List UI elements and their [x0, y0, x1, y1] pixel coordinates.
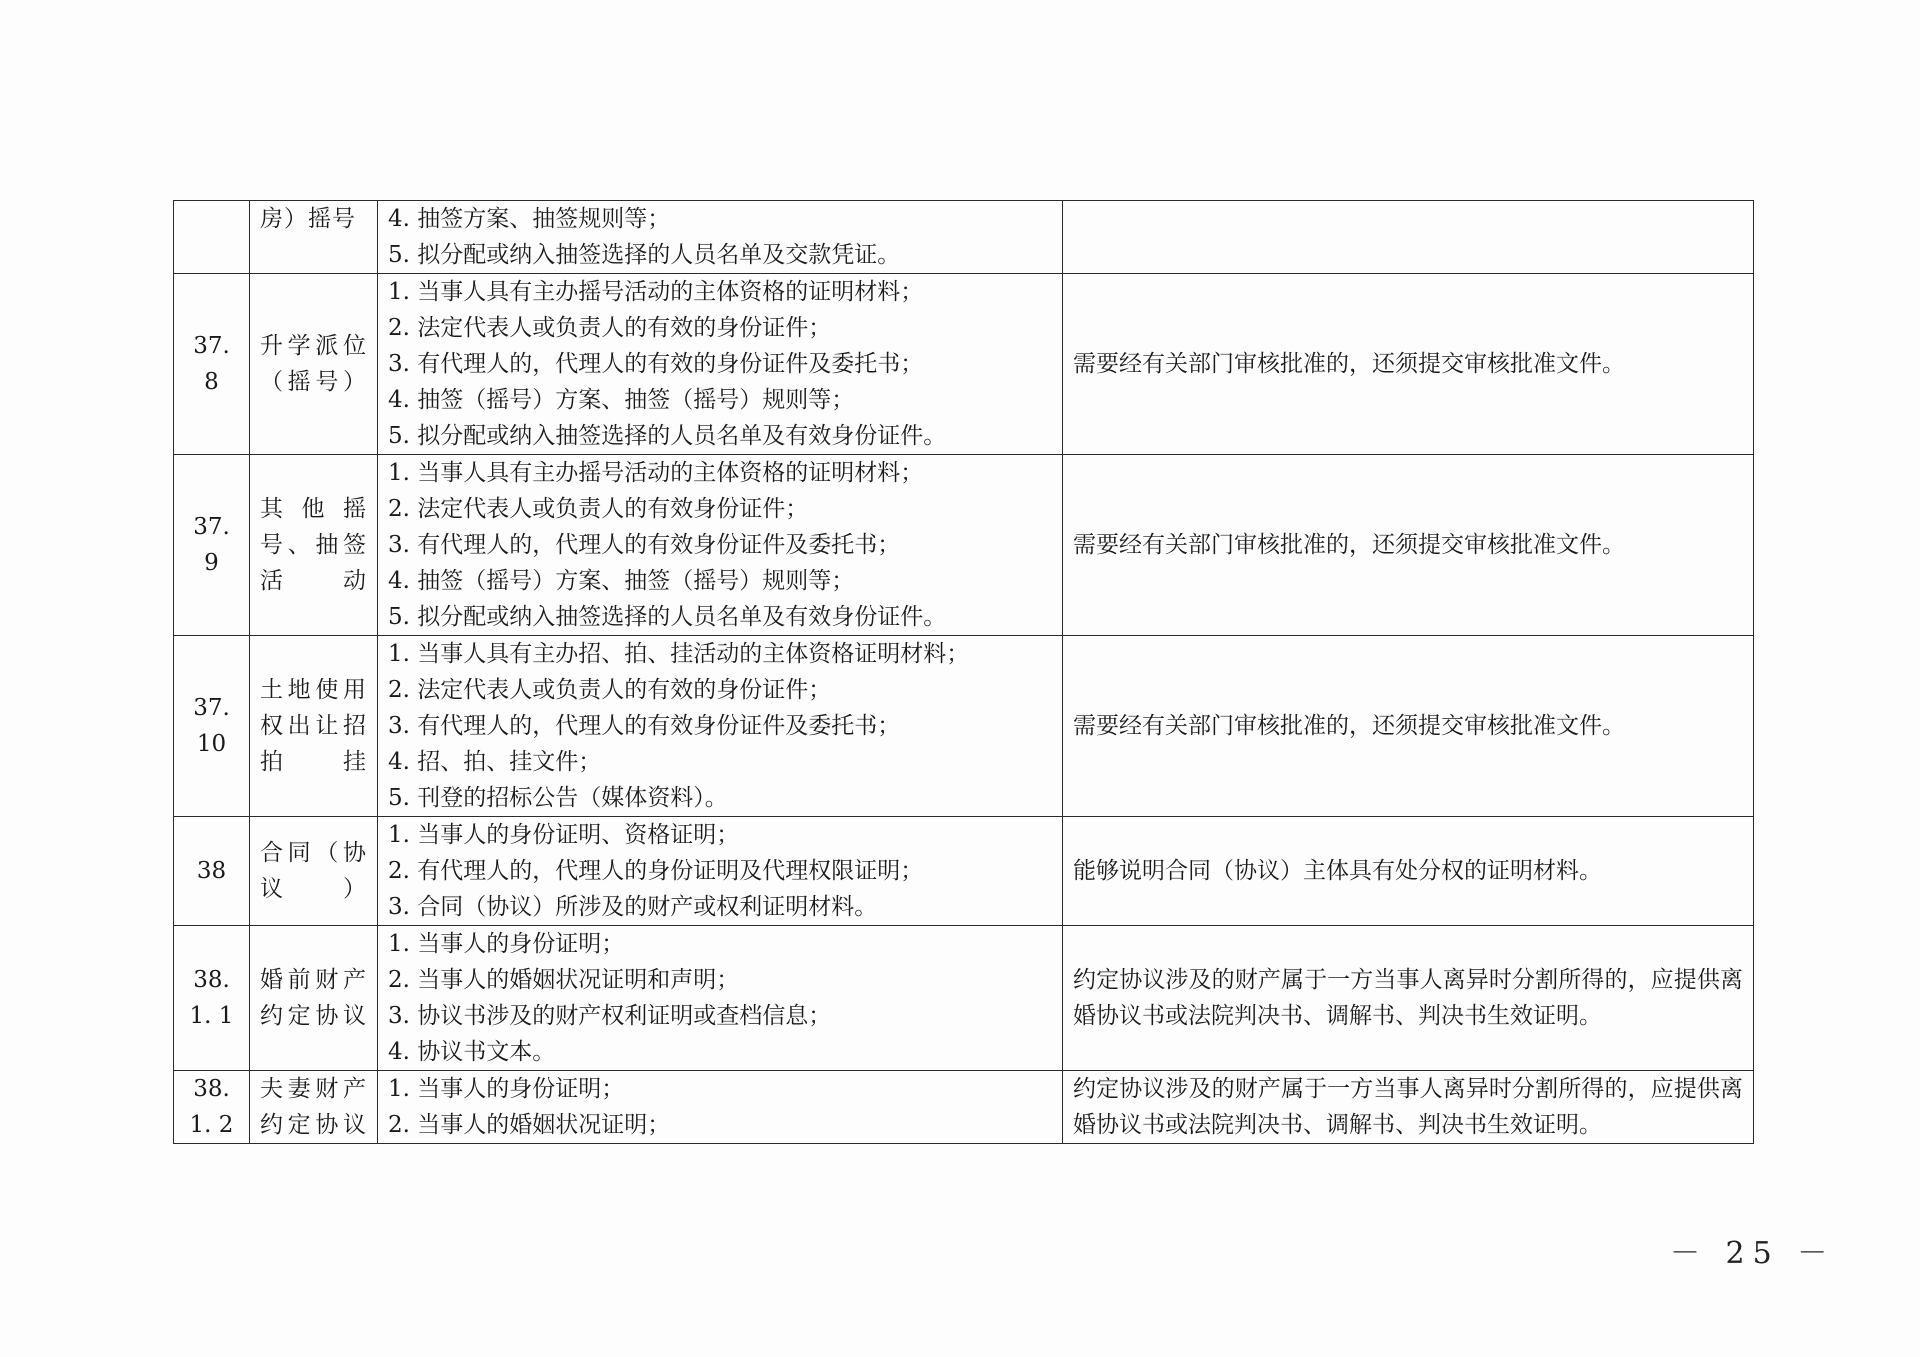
item-name: 升学派位（摇号）: [250, 274, 378, 455]
requirement-line: 2. 有代理人的，代理人的身份证明及代理权限证明；: [388, 858, 924, 884]
requirement-line: 4. 抽签（摇号）方案、抽签（摇号）规则等；: [388, 568, 855, 594]
requirements-cell: [378, 455, 1063, 636]
row-number: 37. 9: [174, 455, 250, 636]
note-cell: 约定协议涉及的财产属于一方当事人离异时分割所得的，应提供离婚协议书或法院判决书、调解书、判决书生效证明。: [1063, 926, 1754, 1071]
note-cell: 约定协议涉及的财产属于一方当事人离异时分割所得的，应提供离婚协议书或法院判决书、调解书、判决书生效证明。: [1063, 1071, 1754, 1144]
row-number: 38. 1. 1: [174, 926, 250, 1071]
table-row: [174, 201, 1754, 274]
table-row: [174, 455, 1754, 636]
row-number: 37. 8: [174, 274, 250, 455]
requirement-line: 5. 刊登的招标公告（媒体资料）。: [388, 785, 728, 811]
row-number: 37. 10: [174, 636, 250, 817]
item-name: 夫妻财产约定协议: [250, 1071, 378, 1144]
item-name: 婚前财产约定协议: [250, 926, 378, 1071]
requirement-line: 3. 有代理人的，代理人的有效身份证件及委托书；: [388, 713, 901, 739]
requirement-line: 1. 当事人具有主办摇号活动的主体资格的证明材料；: [388, 279, 924, 305]
requirements-cell: [378, 926, 1063, 1071]
requirement-line: 4. 招、拍、挂文件；: [388, 749, 602, 775]
table-row: [174, 926, 1754, 1071]
table-row: [174, 1071, 1754, 1144]
requirements-cell: [378, 636, 1063, 817]
requirement-line: 3. 有代理人的，代理人的有效身份证件及委托书；: [388, 532, 901, 558]
requirement-line: 1. 当事人的身份证明；: [388, 1076, 625, 1102]
note-cell: 需要经有关部门审核批准的，还须提交审核批准文件。: [1063, 274, 1754, 455]
requirements-cell: [378, 817, 1063, 926]
requirement-line: 3. 协议书涉及的财产权利证明或查档信息；: [388, 1003, 832, 1029]
row-number: 38: [174, 817, 250, 926]
requirements-cell: [378, 274, 1063, 455]
requirement-line: 2. 法定代表人或负责人的有效的身份证件；: [388, 315, 832, 341]
table-row: [174, 817, 1754, 926]
requirement-line: 5. 拟分配或纳入抽签选择的人员名单及交款凭证。: [388, 242, 901, 268]
note-cell: 需要经有关部门审核批准的，还须提交审核批准文件。: [1063, 455, 1754, 636]
requirement-line: 4. 抽签（摇号）方案、抽签（摇号）规则等；: [388, 387, 855, 413]
notarization-materials-table: [173, 200, 1754, 1144]
requirement-line: 1. 当事人的身份证明、资格证明；: [388, 822, 740, 848]
item-name: 房）摇号: [250, 201, 378, 274]
requirement-line: 2. 当事人的婚姻状况证明；: [388, 1112, 671, 1138]
row-number: 38. 1. 2: [174, 1071, 250, 1144]
requirement-line: 1. 当事人具有主办摇号活动的主体资格的证明材料；: [388, 460, 924, 486]
note-cell: [1063, 201, 1754, 274]
page-number: － 25 －: [1670, 1236, 1836, 1271]
requirement-line: 3. 合同（协议）所涉及的财产或权利证明材料。: [388, 894, 878, 920]
requirements-cell: [378, 1071, 1063, 1144]
table-row: [174, 274, 1754, 455]
requirement-line: 4. 抽签方案、抽签规则等；: [388, 206, 671, 232]
requirement-line: 5. 拟分配或纳入抽签选择的人员名单及有效身份证件。: [388, 604, 947, 630]
row-number: [174, 201, 250, 274]
requirement-line: 4. 协议书文本。: [388, 1039, 556, 1065]
item-name: 其他摇号、抽签活动: [250, 455, 378, 636]
requirement-line: 1. 当事人具有主办招、拍、挂活动的主体资格证明材料；: [388, 641, 970, 667]
note-cell: 需要经有关部门审核批准的，还须提交审核批准文件。: [1063, 636, 1754, 817]
requirement-line: 3. 有代理人的，代理人的有效的身份证件及委托书；: [388, 351, 924, 377]
table-row: [174, 636, 1754, 817]
requirements-cell: [378, 201, 1063, 274]
item-name: 土地使用权出让招拍挂: [250, 636, 378, 817]
requirement-line: 2. 法定代表人或负责人的有效身份证件；: [388, 496, 809, 522]
note-cell: 能够说明合同（协议）主体具有处分权的证明材料。: [1063, 817, 1754, 926]
requirement-line: 2. 法定代表人或负责人的有效的身份证件；: [388, 677, 832, 703]
requirement-line: 1. 当事人的身份证明；: [388, 931, 625, 957]
item-name: 合同（协议）: [250, 817, 378, 926]
requirement-line: 5. 拟分配或纳入抽签选择的人员名单及有效身份证件。: [388, 423, 947, 449]
requirement-line: 2. 当事人的婚姻状况证明和声明；: [388, 967, 740, 993]
